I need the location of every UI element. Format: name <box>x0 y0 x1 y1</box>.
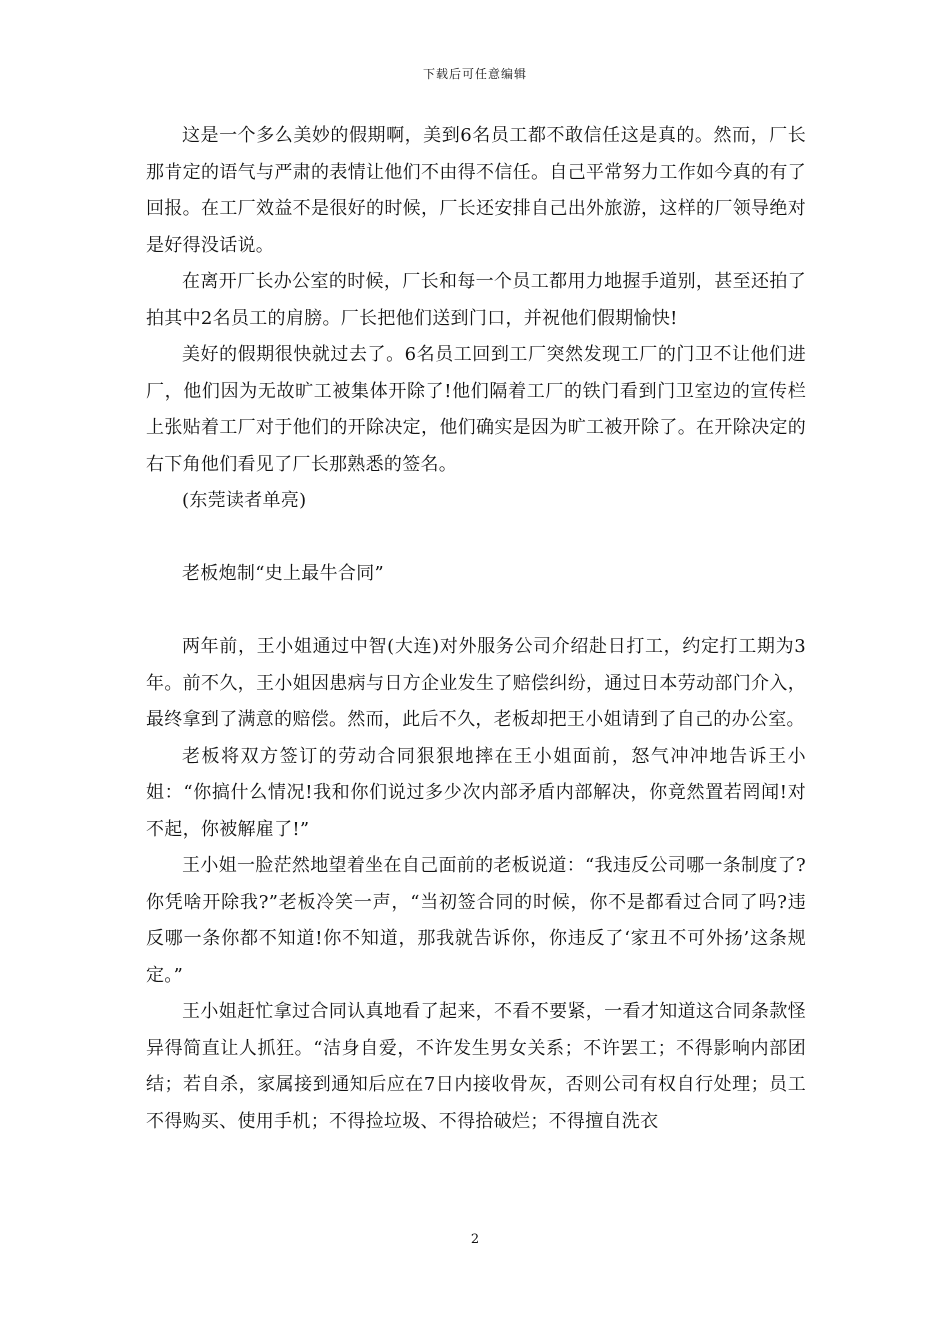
paragraph: 王小姐赶忙拿过合同认真地看了起来，不看不要紧，一看才知道这合同条款怪异得简直让人抓狂。“洁身自爱，不许发生男女关系；不许罢工；不得影响内部团结；若自杀，家属接到通知后应在7日内接收骨灰，否则公司有权自行处理；员工不得购买、使用手机；不得捡垃圾、不得拾破烂；不得擅自洗衣 <box>146 1001 806 1132</box>
blank-line <box>146 593 806 630</box>
paragraph: 这是一个多么美妙的假期啊，美到6名员工都不敢信任这是真的。然而，厂长那肯定的语气与严肃的表情让他们不由得不信任。自己平常努力工作如今真的有了回报。在工厂效益不是很好的时候，厂长还安排自己出外旅游，这样的厂领导绝对是好得没话说。 <box>146 125 806 256</box>
paragraph: 美好的假期很快就过去了。6名员工回到工厂突然发现工厂的门卫不让他们进厂，他们因为无故旷工被集体开除了!他们隔着工厂的铁门看到门卫室边的宣传栏上张贴着工厂对于他们的开除决定，他们确实是因为旷工被开除了。在开除决定的右下角他们看见了厂长那熟悉的签名。 <box>146 344 806 475</box>
paragraph: 在离开厂长办公室的时候，厂长和每一个员工都用力地握手道别，甚至还拍了拍其中2名员工的肩膀。厂长把他们送到门口，并祝他们假期愉快! <box>146 271 806 329</box>
blank-line <box>146 520 806 557</box>
paragraph: 王小姐一脸茫然地望着坐在自己面前的老板说道：“我违反公司哪一条制度了?你凭啥开除我?”老板冷笑一声，“当初签合同的时候，你不是都看过合同了吗?违反哪一条你都不知道!你不知道，那我就告诉你，你违反了‘家丑不可外扬’这条规定。” <box>146 855 806 986</box>
paragraph: 两年前，王小姐通过中智(大连)对外服务公司介绍赴日打工，约定打工期为3年。前不久，王小姐因患病与日方企业发生了赔偿纠纷，通过日本劳动部门介入，最终拿到了满意的赔偿。然而，此后不久，老板却把王小姐请到了自己的办公室。 <box>146 636 806 730</box>
document-body <box>146 118 806 1140</box>
paragraph-attribution: (东莞读者单亮) <box>182 490 307 511</box>
page-header: 下载后可任意编辑 <box>422 67 527 81</box>
page-number: 2 <box>470 1232 480 1247</box>
section-title: 老板炮制“史上最牛合同” <box>182 563 385 584</box>
paragraph: 老板将双方签订的劳动合同狠狠地摔在王小姐面前，怒气冲冲地告诉王小姐：“你搞什么情况!我和你们说过多少次内部矛盾内部解决，你竟然置若罔闻!对不起，你被解雇了!” <box>146 745 806 840</box>
